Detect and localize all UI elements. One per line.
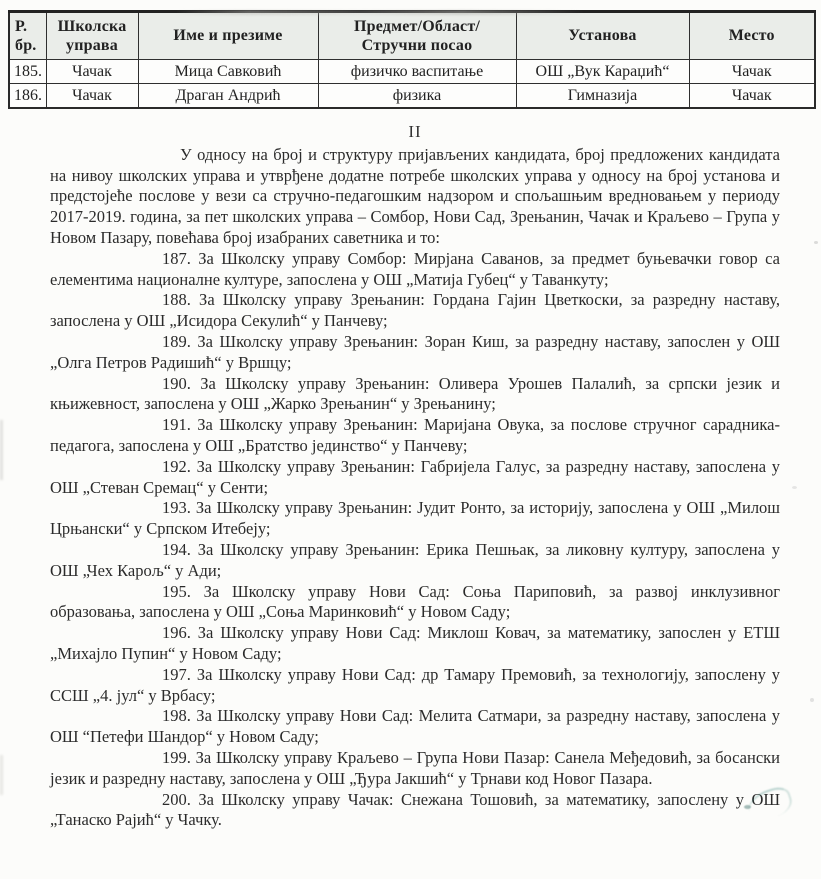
item-number: 194. (162, 539, 198, 559)
item-text: За Школску управу Зрењанин: Ерика Пешњак, за ликовну културу, запослена у ОШ „Чех Карољ“ у Ади; (50, 539, 780, 580)
table-cell: Чачак (46, 60, 138, 84)
numbered-item (50, 790, 780, 832)
items-list (50, 249, 780, 831)
header-place: Место (689, 12, 815, 60)
header-school-administration: Школска управа (46, 12, 138, 60)
table-cell: 186. (9, 84, 46, 109)
header-name-surname: Име и презиме (138, 12, 318, 60)
table-row (9, 60, 815, 84)
table-cell: физичко васпитање (318, 60, 516, 84)
numbered-item (50, 290, 780, 332)
numbered-item (50, 498, 780, 540)
numbered-item (50, 457, 780, 499)
table-cell: ОШ „Вук Караџић“ (516, 60, 689, 84)
item-number: 189. (162, 331, 198, 351)
scan-edge-mark (0, 755, 3, 795)
table-row (9, 84, 815, 109)
item-text: За Школску управу Нови Сад: Мелита Сатмари, за разредну наставу, запослена у ОШ “Петефи Шандор“ у Новом Саду; (50, 706, 780, 747)
item-number: 200. (162, 789, 199, 809)
numbered-item (50, 374, 780, 416)
table-header-row (9, 12, 815, 60)
scan-edge-mark (0, 420, 3, 480)
table-cell: Чачак (689, 60, 815, 84)
table-cell: 185. (9, 60, 46, 84)
intro-paragraph: У односу на број и структуру пријављених кандидата, број предложених кандидата на нивоу школских управа и утврђене додатне потребе школских управа у односу на број установа и предстојеће послове у вези са стручно-педагошким надзором и спољашњим вредновањем у периоду 2017-2019. година, за пет школских управа – Сомбор, Нови Сад, Зрењанин, Чачак и Краљево – Група у Новом Пазару, повећава број изабраних саветника и то: (50, 144, 780, 247)
item-text: За Школску управу Зрењанин: Гордана Гајин Цветкоски, за разредну наставу, запослена у ОШ „Исидора Секулић“ у Панчеву; (50, 290, 781, 331)
scan-speck (814, 241, 818, 244)
numbered-item (50, 415, 780, 457)
numbered-item (50, 665, 780, 707)
item-number: 192. (162, 456, 197, 476)
table-cell: Чачак (689, 84, 815, 109)
document-page (0, 10, 821, 879)
table-header (9, 12, 815, 60)
table-cell: Чачак (46, 84, 138, 109)
item-text: За Школску управу Нови Сад: Миклош Ковач, за математику, запослен у ЕТШ „Михајло Пупин“ у Новом Саду; (50, 623, 781, 663)
item-text: За Школску управу Зрењанин: Оливера Урошев Палалић, за српски језик и књижевност, запослена у ОШ „Жарко Зрењанин“ у Зрењанину; (50, 373, 780, 414)
numbered-item (50, 540, 780, 582)
item-number: 190. (162, 373, 201, 393)
item-number: 197. (162, 664, 197, 684)
candidates-table (8, 10, 816, 109)
table-cell: физика (318, 84, 516, 109)
item-number: 198. (162, 706, 197, 726)
header-subject-area: Предмет/Област/ Стручни посао (318, 12, 516, 60)
header-institution: Установа (516, 12, 689, 60)
scan-speck (792, 486, 797, 489)
item-text: За Школску управу Нови Сад: др Тамару Премовић, за технологију, запослену у ССШ „4. јул“ у Врбасу; (50, 664, 781, 705)
numbered-item (50, 706, 780, 748)
item-number: 196. (162, 623, 198, 643)
table-body (9, 60, 815, 109)
item-number: 188. (162, 290, 200, 310)
item-text: За Школску управу Зрењанин: Габријела Галус, за разредну наставу, запослена у ОШ „Стеван Сремац“ у Сенти; (50, 456, 780, 497)
item-number: 191. (162, 415, 198, 435)
item-text: За Школску управу Зрењанин: Зоран Киш, за разредну наставу, запослен у ОШ „Олга Петров Радишић“ у Вршцу; (50, 331, 781, 372)
document-body (50, 122, 780, 831)
item-number: 187. (162, 248, 199, 268)
table-cell: Гимназија (516, 84, 689, 109)
item-text: За Школску управу Нови Сад: Соња Париповић, за развој инклузивног образовања, запослена у ОШ „Соња Маринковић“ у Новом Саду; (50, 581, 781, 622)
item-text: За Школску управу Краљево – Група Нови Пазар: Санела Међедовић, за босански језик и разредну наставу, запослена у ОШ „Ђура Јакшић“ у Трнави код Новог Пазара. (50, 747, 780, 788)
table-cell: Драган Андрић (138, 84, 318, 109)
numbered-item (50, 332, 780, 374)
numbered-item (50, 623, 780, 665)
section-heading: II (408, 122, 422, 141)
item-text: За Школску управу Зрењанин: Маријана Овука, за послове стручног сарадника-педагога, запослена у ОШ „Братство јединство“ у Панчеву; (50, 415, 781, 455)
item-number: 193. (162, 498, 196, 518)
numbered-item (50, 249, 780, 291)
numbered-item (50, 582, 780, 624)
table-cell: Мица Савковић (138, 60, 318, 84)
item-text: За Школску управу Сомбор: Мирјана Саванов, за предмет буњевачки говор са елементима националне културе, запослена у ОШ „Матија Губец“ у Таванкуту; (50, 248, 781, 289)
item-number: 195. (162, 581, 204, 601)
item-text: За Школску управу Зрењанин: Јудит Ронто, за историју, запослена у ОШ „Милош Црњански“ у Српском Итебеју; (50, 498, 781, 539)
item-text: За Школску управу Чачак: Снежана Тошовић, за математику, запослену у ОШ „Танаско Рајић“ у Чачку. (50, 789, 781, 830)
scan-speck (810, 698, 814, 702)
numbered-item (50, 748, 780, 790)
header-row-number: Р. бр. (9, 12, 46, 60)
item-number: 199. (162, 747, 196, 767)
